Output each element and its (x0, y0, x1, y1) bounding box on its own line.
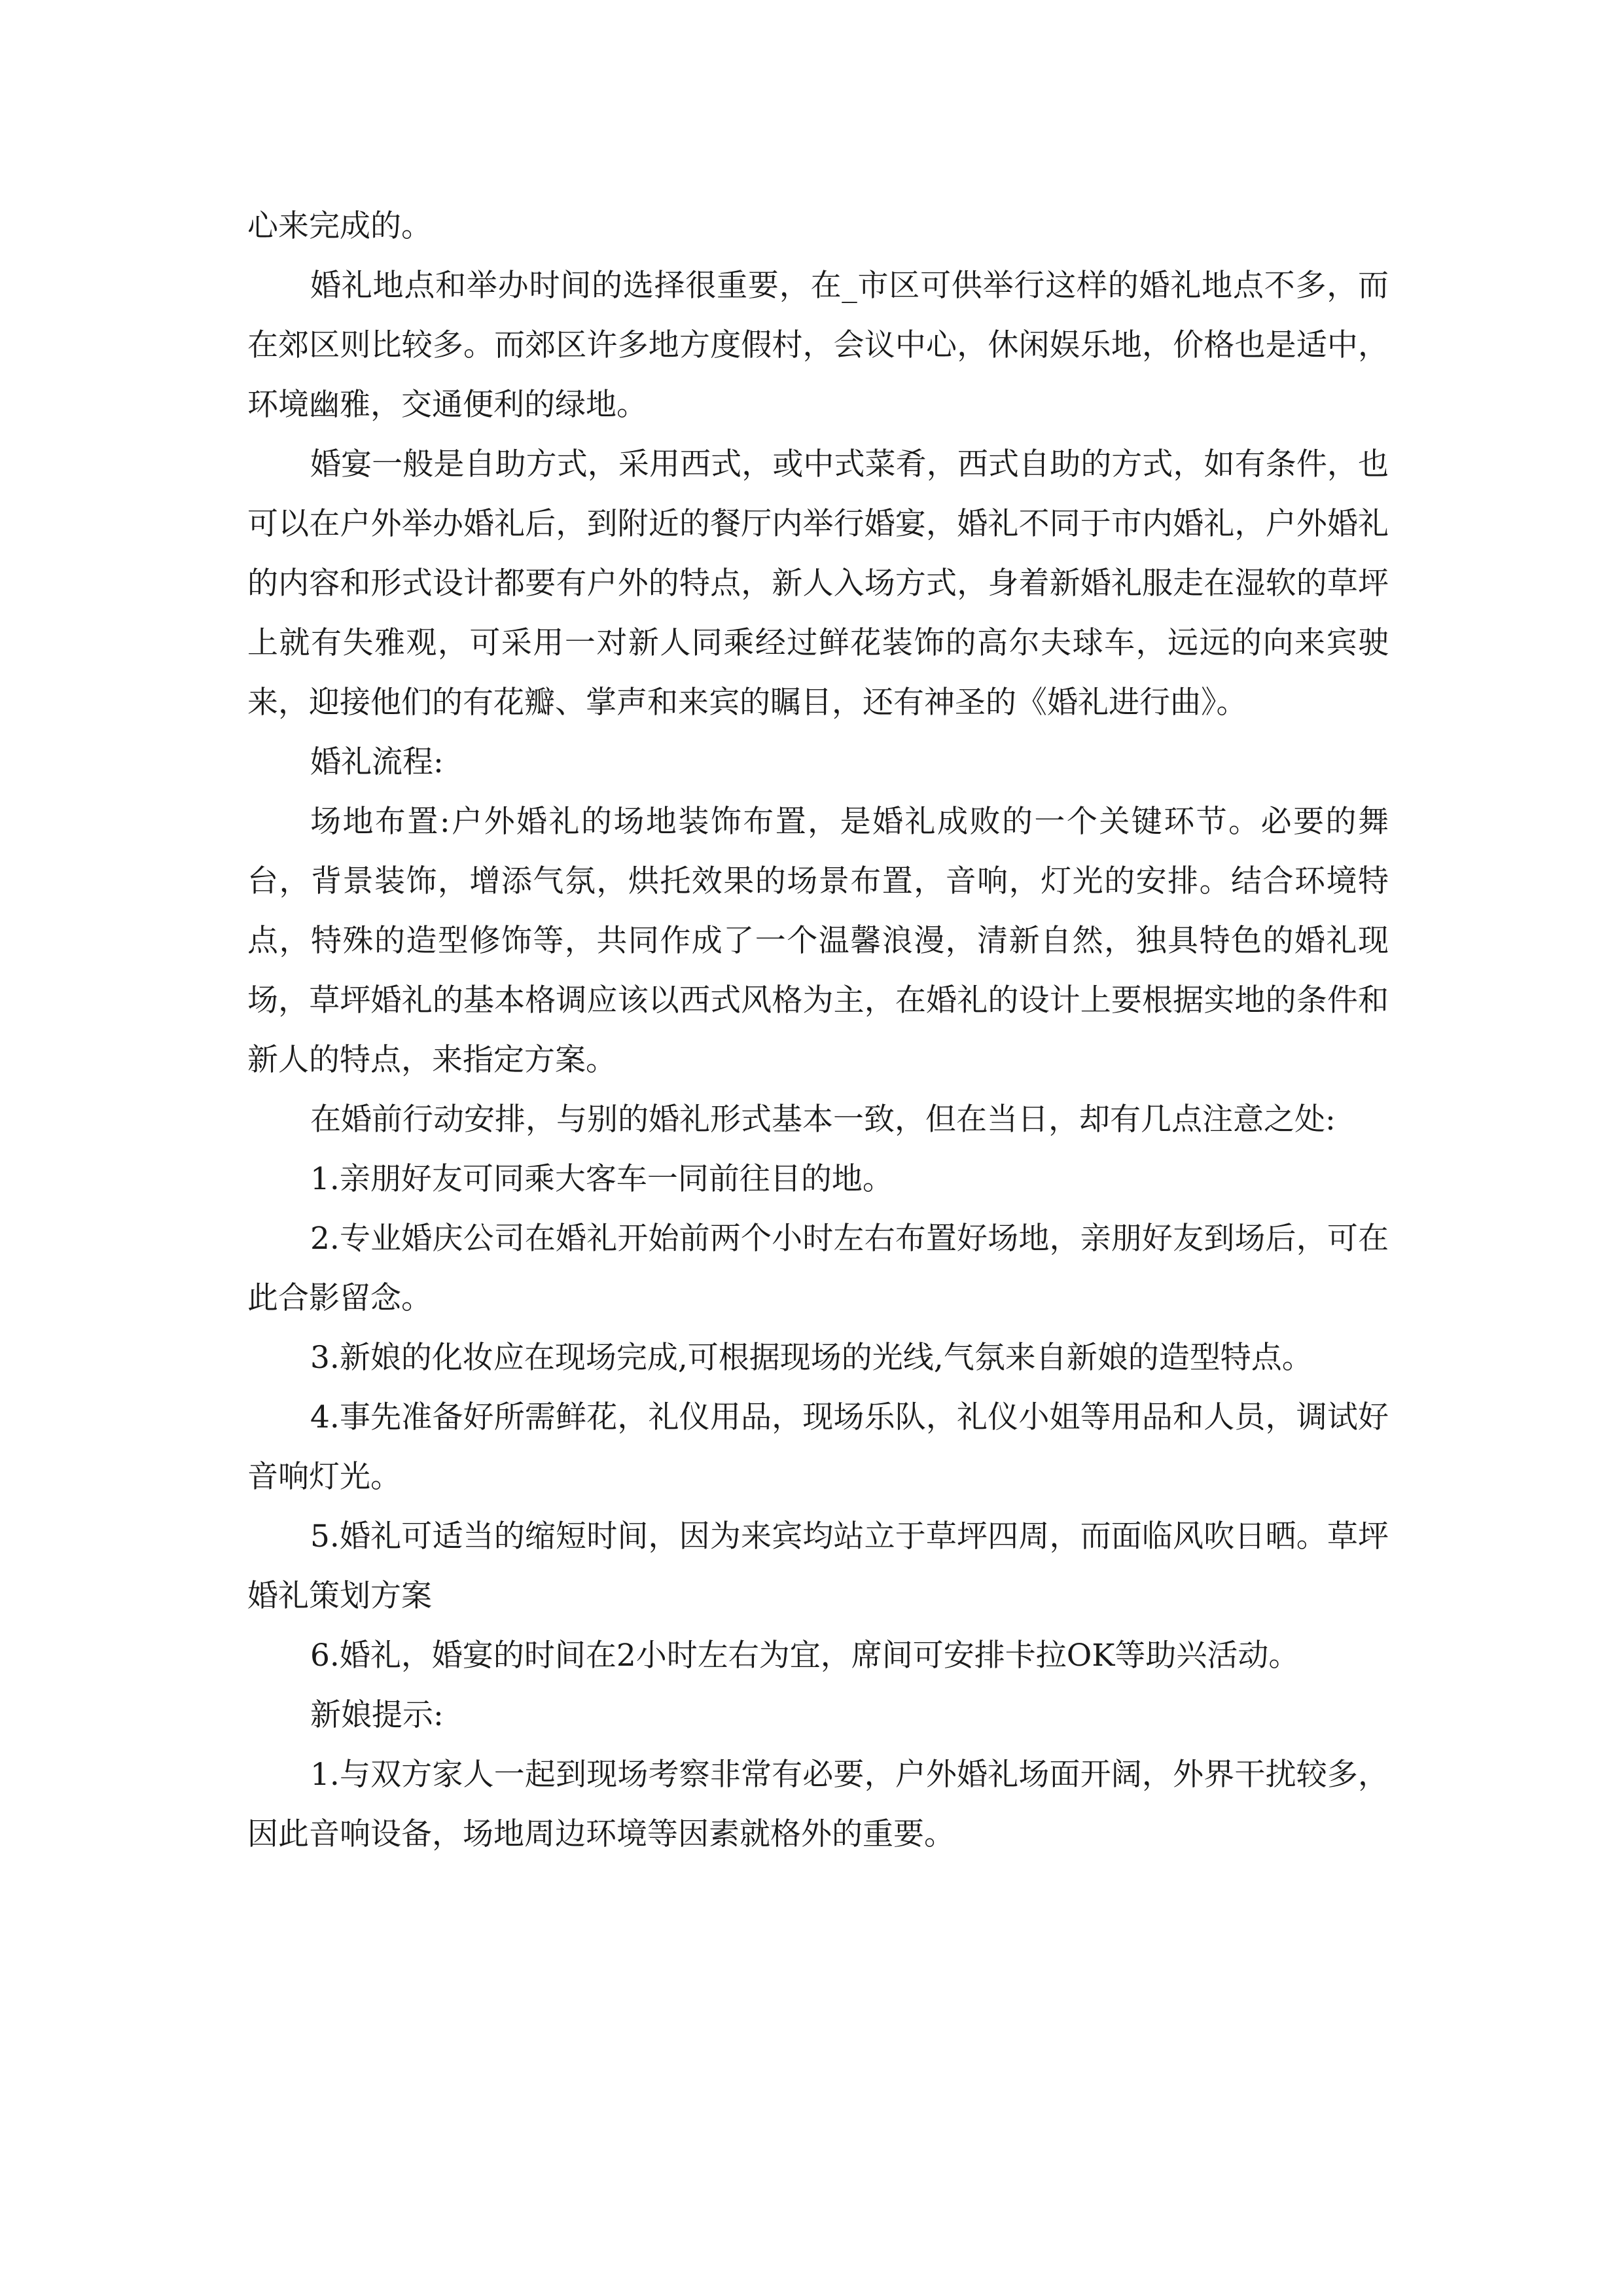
paragraph-venue-time: 婚礼地点和举办时间的选择很重要，在_市区可供举行这样的婚礼地点不多，而在郊区则比较多。而郊区许多地方度假村，会议中心，休闲娱乐地，价格也是适中，环境幽雅，交通便利的绿地。 (247, 268, 1389, 423)
list-item-3: 3.新娘的化妆应在现场完成,可根据现场的光线,气氛来自新娘的造型特点。 (310, 1340, 1313, 1376)
heading-bride-tips: 新娘提示: (310, 1697, 444, 1733)
paragraph-banquet: 婚宴一般是自助方式，采用西式，或中式菜肴，西式自助的方式，如有条件，也可以在户外举办婚礼后，到附近的餐厅内举行婚宴，婚礼不同于市内婚礼，户外婚礼的内容和形式设计都要有户外的特点，新人入场方式，身着新婚礼服走在湿软的草坪上就有失雅观，可采用一对新人同乘经过鲜花装饰的高尔夫球车，远远的向来宾驶来，迎接他们的有花瓣、掌声和来宾的瞩目，还有神圣的《婚礼进行曲》。 (247, 446, 1389, 721)
list-item-1: 1.亲朋好友可同乘大客车一同前往目的地。 (310, 1161, 893, 1197)
paragraph-continuation: 心来完成的。 (247, 208, 432, 244)
document-body (247, 196, 1389, 1864)
heading-wedding-process: 婚礼流程: (310, 744, 444, 780)
tip-item-1: 1.与双方家人一起到现场考察非常有必要，户外婚礼场面开阔，外界干扰较多，因此音响设备，场地周边环境等因素就格外的重要。 (247, 1757, 1389, 1852)
list-item-2: 2.专业婚庆公司在婚礼开始前两个小时左右布置好场地，亲朋好友到场后，可在此合影留念。 (247, 1221, 1389, 1316)
paragraph-venue-decoration: 场地布置:户外婚礼的场地装饰布置，是婚礼成败的一个关键环节。必要的舞台，背景装饰，增添气氛，烘托效果的场景布置，音响，灯光的安排。结合环境特点，特殊的造型修饰等，共同作成了一个温馨浪漫，清新自然，独具特色的婚礼现场，草坪婚礼的基本格调应该以西式风格为主，在婚礼的设计上要根据实地的条件和新人的特点，来指定方案。 (247, 804, 1389, 1078)
list-item-4: 4.事先准备好所需鲜花，礼仪用品，现场乐队，礼仪小姐等用品和人员，调试好音响灯光。 (247, 1399, 1389, 1495)
list-item-5: 5.婚礼可适当的缩短时间，因为来宾均站立于草坪四周，而面临风吹日晒。草坪婚礼策划方案 (247, 1518, 1389, 1614)
paragraph-day-arrangements: 在婚前行动安排，与别的婚礼形式基本一致，但在当日，却有几点注意之处: (310, 1102, 1336, 1138)
list-item-6: 6.婚礼，婚宴的时间在2小时左右为宜，席间可安排卡拉OK等助兴活动。 (310, 1638, 1300, 1674)
